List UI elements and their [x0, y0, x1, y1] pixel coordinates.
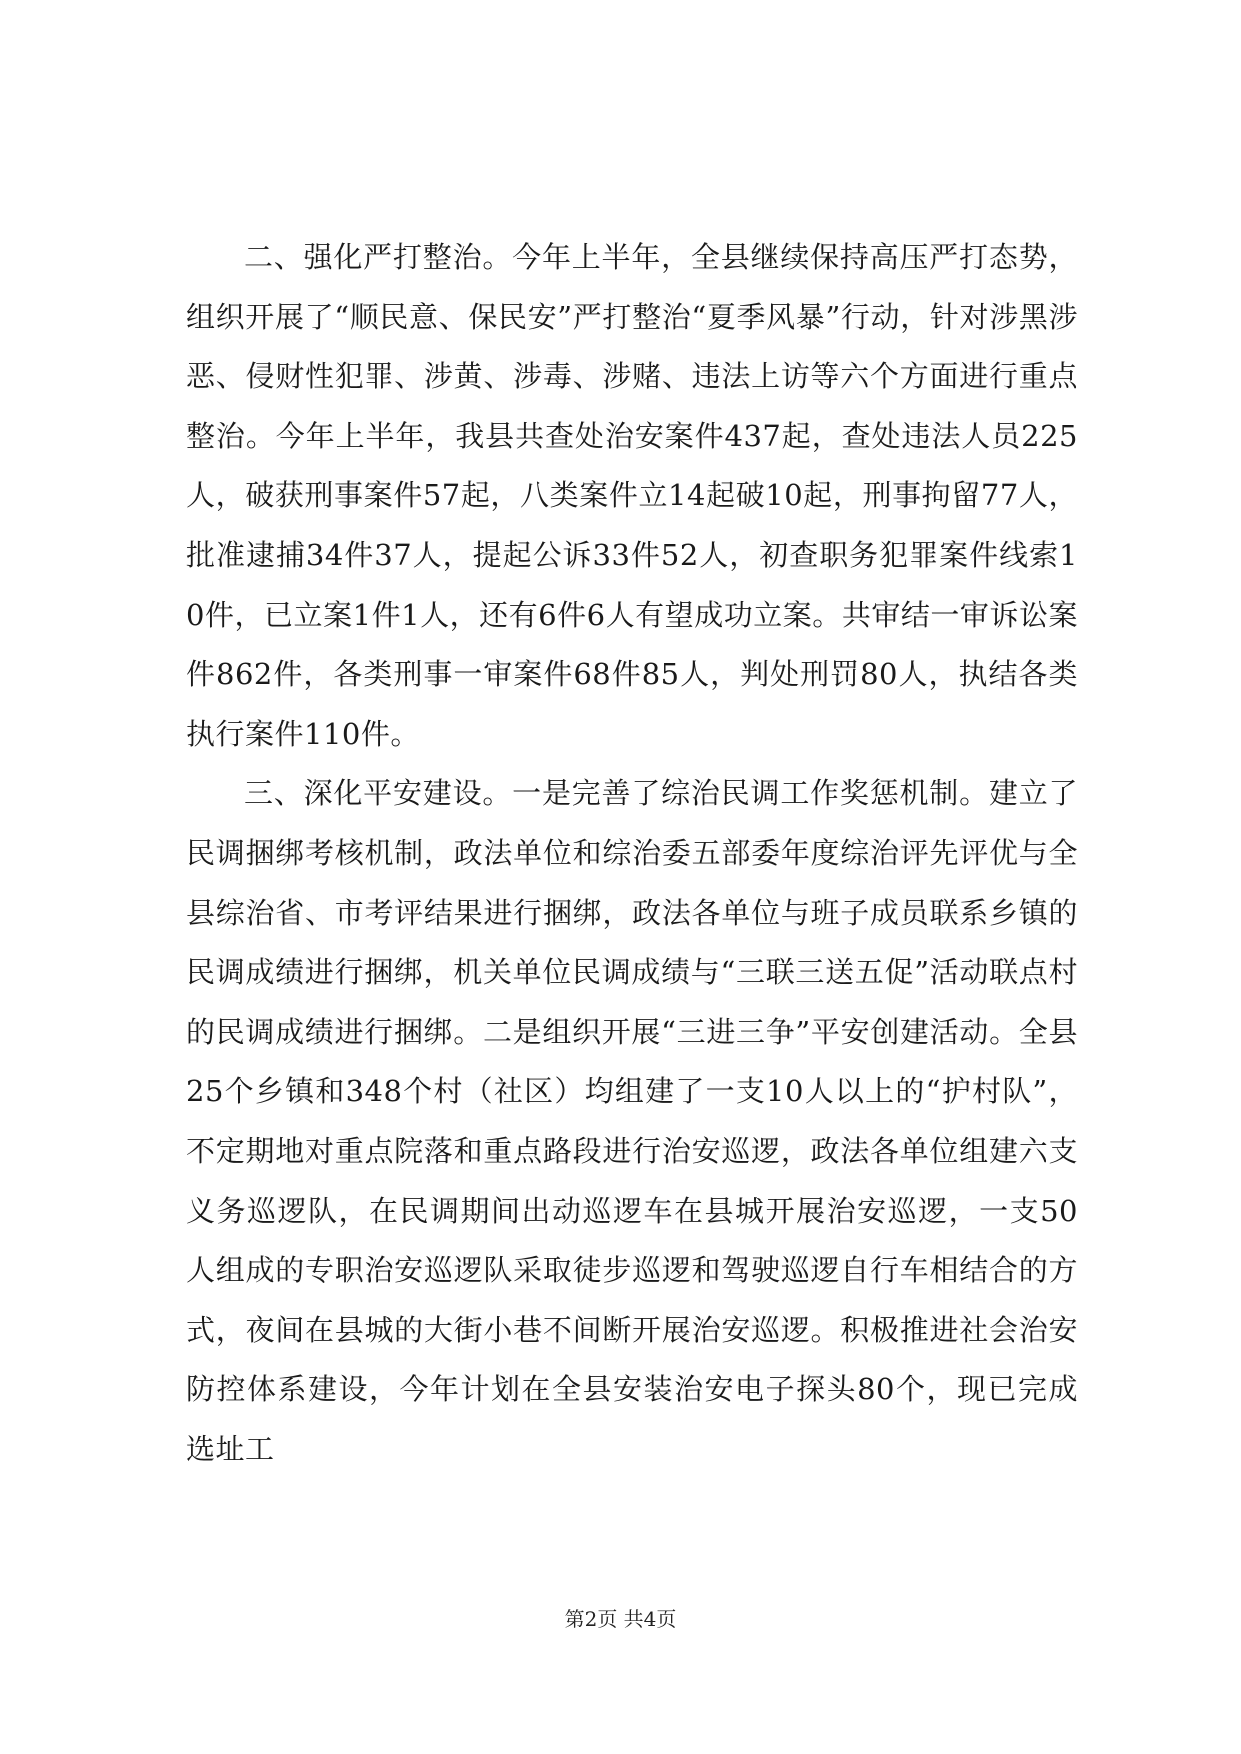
- paragraph-deepen-safety-construction: 三、深化平安建设。一是完善了综治民调工作奖惩机制。建立了民调捆绑考核机制，政法单位和综治委五部委年度综治评先评优与全县综治省、市考评结果进行捆绑，政法各单位与班子成员联系乡镇的民调成绩进行捆绑，机关单位民调成绩与“三联三送五促”活动联点村的民调成绩进行捆绑。二是组织开展“三进三争”平安创建活动。全县25个乡镇和348个村（社区）均组建了一支10人以上的“护村队”，不定期地对重点院落和重点路段进行治安巡逻，政法各单位组建六支义务巡逻队，在民调期间出动巡逻车在县城开展治安巡逻，一支50人组成的专职治安巡逻队采取徒步巡逻和驾驶巡逻自行车相结合的方式，夜间在县城的大街小巷不间断开展治安巡逻。积极推进社会治安防控体系建设，今年计划在全县安装治安电子探头80个，现已完成选址工: [186, 776, 1078, 1466]
- document-body: [186, 228, 1078, 1479]
- page-number-label: 第2页 共4页: [564, 1607, 677, 1631]
- paragraph-strengthen-crackdown: 二、强化严打整治。今年上半年，全县继续保持高压严打态势，组织开展了“顺民意、保民安”严打整治“夏季风暴”行动，针对涉黑涉恶、侵财性犯罪、涉黄、涉毒、涉赌、违法上访等六个方面进行重点整治。今年上半年，我县共查处治安案件437起，查处违法人员225人，破获刑事案件57起，八类案件立14起破10起，刑事拘留77人，批准逮捕34件37人，提起公诉33件52人，初查职务犯罪案件线索10件，已立案1件1人，还有6件6人有望成功立案。共审结一审诉讼案件862件，各类刑事一审案件68件85人，判处刑罚80人，执结各类执行案件110件。: [186, 240, 1078, 751]
- page-footer: [0, 1606, 1241, 1632]
